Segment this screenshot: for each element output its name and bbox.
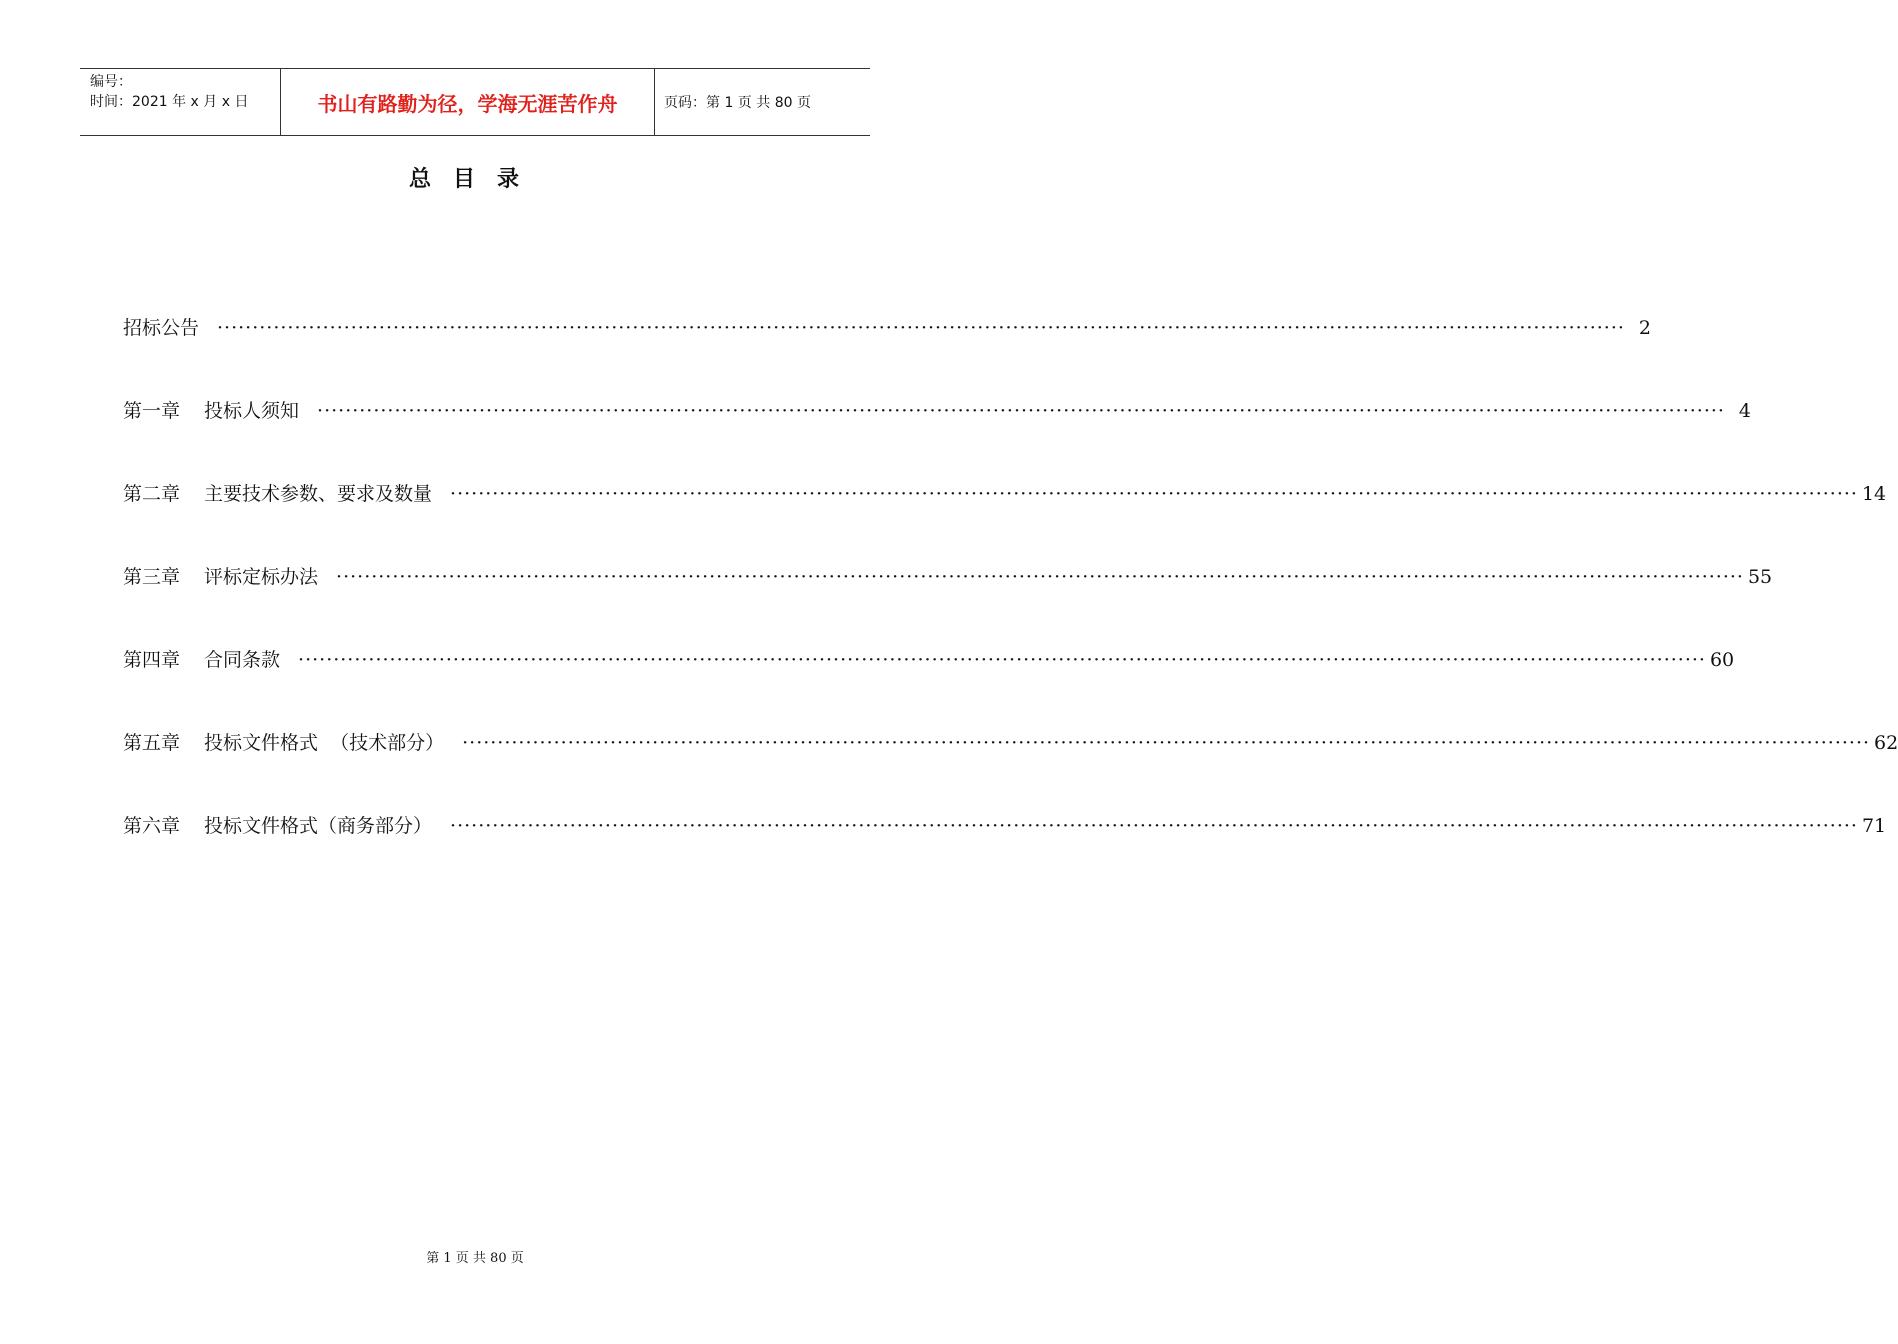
page-title: 总目录 [408, 167, 541, 192]
toc-chapter: 第五章 [123, 732, 181, 754]
header-page-cell [655, 69, 870, 135]
toc-leader-dots: ········································································································································································································ [317, 400, 1725, 422]
toc-chapter: 第一章 [123, 400, 181, 422]
toc-leader-dots: ········································································································································································································ [450, 483, 1858, 505]
toc-title: 招标公告 [123, 317, 200, 339]
toc-page: 71 [1861, 815, 1887, 837]
toc-leader-dots: ········································································································································································································ [450, 815, 1858, 837]
header-table [80, 68, 870, 136]
header-motto-cell [281, 69, 655, 135]
toc-leader-dots: ········································································································································································································ [462, 732, 1871, 754]
toc-chapter: 第六章 [123, 815, 181, 837]
toc-title: 主要技术参数、要求及数量 [204, 483, 433, 505]
toc-chapter: 第四章 [123, 649, 181, 671]
number-label: 编号： [90, 74, 132, 90]
page-info: 页码：第 1 页 共 80 页 [664, 95, 811, 111]
toc-leader-dots: ········································································································································································································ [217, 317, 1625, 339]
page-footer: 第 1 页 共 80 页 [426, 1251, 524, 1266]
toc-title: 合同条款 [204, 649, 281, 671]
toc-title: 评标定标办法 [204, 566, 319, 588]
toc-entry-6[interactable] [123, 803, 1887, 886]
toc-page: 62 [1874, 732, 1898, 754]
toc-entry-4[interactable] [123, 637, 1735, 720]
toc-leader-dots: ········································································································································································································ [298, 649, 1706, 671]
toc-entry-5[interactable] [123, 720, 1898, 803]
time-label: 时间：2021 年 x 月 x 日 [90, 94, 249, 110]
table-of-contents [123, 305, 1898, 886]
toc-title: 投标文件格式 （技术部分） [204, 732, 445, 754]
toc-entry-2[interactable] [123, 471, 1887, 554]
toc-leader-dots: ········································································································································································································ [336, 566, 1744, 588]
toc-page: 60 [1709, 649, 1735, 671]
toc-page: 2 [1638, 317, 1651, 339]
toc-page: 55 [1747, 566, 1773, 588]
toc-entry-1[interactable] [123, 388, 1751, 471]
toc-page: 14 [1861, 483, 1887, 505]
toc-page: 4 [1738, 400, 1751, 422]
motto-text: 书山有路勤为径，学海无涯苦作舟 [317, 91, 618, 116]
toc-title: 投标人须知 [204, 400, 300, 422]
header-meta-cell [80, 69, 281, 135]
toc-title: 投标文件格式（商务部分） [204, 815, 433, 837]
toc-chapter: 第三章 [123, 566, 181, 588]
toc-entry-0[interactable] [123, 305, 1651, 388]
toc-entry-3[interactable] [123, 554, 1773, 637]
toc-chapter: 第二章 [123, 483, 181, 505]
